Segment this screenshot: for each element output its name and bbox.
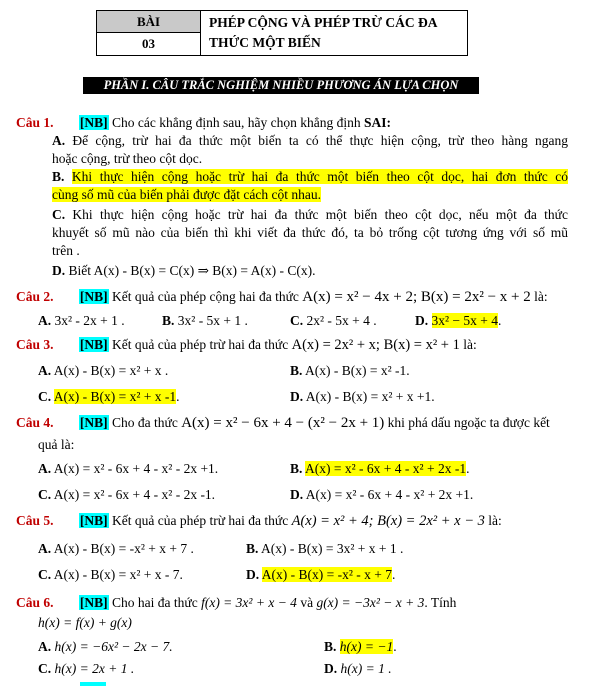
question-5-stem: Câu 5. [NB] Kết quả của phép trừ hai đa thức A(x) = x² + 4; B(x) = 2x² + x − 3 là: <box>16 513 502 529</box>
question-6-option-a: A. h(x) = −6x² − 2x − 7. <box>38 639 173 654</box>
question-6-option-c: C. h(x) = 2x + 1 . <box>38 661 135 676</box>
question-1-label: Câu 1. <box>16 115 54 130</box>
question-5-label: Câu 5. <box>16 513 54 528</box>
lesson-title <box>209 13 464 53</box>
question-2-option-a: A. 3x² - 2x + 1 . <box>38 313 125 328</box>
lesson-title-line1: PHÉP CỘNG VÀ PHÉP TRỪ CÁC ĐA <box>209 15 438 30</box>
nb-tag: [NB] <box>79 289 108 304</box>
lesson-header-table <box>96 10 468 56</box>
question-5-option-a: A. A(x) - B(x) = -x² + x + 7 . <box>38 541 194 556</box>
nb-tag: [NB] <box>79 415 108 430</box>
question-1-option-a-cont: hoặc cộng, trừ theo cột dọc. <box>52 151 203 166</box>
nb-tag: [NB] <box>79 115 108 130</box>
question-6-option-b: B. h(x) = −1. <box>324 639 397 654</box>
lesson-number: 03 <box>97 33 201 55</box>
question-1-option-a: A. Để cộng, trừ hai đa thức một biến ta có thể thực hiện cộng, trừ theo hàng ngang <box>52 133 568 148</box>
question-5-option-d: D. A(x) - B(x) = -x² - x + 7. <box>246 567 396 582</box>
question-6-stem: Câu 6. [NB] Cho hai đa thức f(x) = 3x² + x − 4 và g(x) = −3x² − x + 3. Tính <box>16 595 457 610</box>
question-1-option-c-cont: khuyết số mũ nào của biến thì khi viết đa thức đó, ta bỏ trống cột tương ứng với số mũ <box>52 225 568 240</box>
question-3-option-c: C. A(x) - B(x) = x² + x -1. <box>38 389 180 404</box>
question-4-option-a: A. A(x) = x² - 6x + 4 - x² - 2x +1. <box>38 461 219 476</box>
question-1-option-c: C. Khi thực hiện cộng hoặc trừ hai đa thức một biến theo cột dọc, nếu một đa thức <box>52 207 568 222</box>
part-title: PHẦN I. CÂU TRẮC NGHIỆM NHIỀU PHƯƠNG ÁN LỰA CHỌN <box>83 77 479 94</box>
question-4-label: Câu 4. <box>16 415 54 430</box>
question-3-label: Câu 3. <box>16 337 54 352</box>
nb-tag: [NB] <box>79 595 108 610</box>
question-4-stem: Câu 4. [NB] Cho đa thức A(x) = x² − 6x + 4 − (x² − 2x + 1) khi phá dấu ngoặc ta được kết <box>16 415 550 431</box>
lesson-title-line2: THỨC MỘT BIẾN <box>209 35 321 50</box>
question-1-option-d: D. Biết A(x) - B(x) = C(x) ⇒ B(x) = A(x) - C(x). <box>52 263 316 278</box>
question-6-label: Câu 6. <box>16 595 54 610</box>
nb-tag: [NB] <box>79 337 108 352</box>
question-1-option-b-cont: cùng số mũ của biến phải được đặt cách cột nhau. <box>52 187 321 202</box>
question-1-option-b: B. Khi thực hiện cộng hoặc trừ hai đa thức một biến theo cột dọc, hai đơn thức có <box>52 169 569 184</box>
question-3-stem: Câu 3. [NB] Kết quả của phép trừ hai đa thức A(x) = 2x² + x; B(x) = x² + 1 là: <box>16 337 477 353</box>
question-2-option-d: D. 3x² − 5x + 4. <box>415 313 502 328</box>
nb-tag: [NB] <box>79 513 108 528</box>
question-2-stem: Câu 2. [NB] Kết quả của phép cộng hai đa thức A(x) = x² − 4x + 2; B(x) = 2x² − x + 2 là: <box>16 289 548 305</box>
question-3-option-d: D. A(x) - B(x) = x² + x +1. <box>290 389 435 404</box>
question-5-option-c: C. A(x) - B(x) = x² + x - 7. <box>38 567 183 582</box>
lesson-label: BÀI <box>97 11 201 33</box>
question-3-option-b: B. A(x) - B(x) = x² -1. <box>290 363 410 378</box>
question-1-stem: Câu 1. [NB] Cho các khẳng định sau, hãy chọn khẳng định SAI: <box>16 115 391 130</box>
question-4-option-c: C. A(x) = x² - 6x + 4 - x² - 2x -1. <box>38 487 216 502</box>
question-2-label: Câu 2. <box>16 289 54 304</box>
question-2-option-c: C. 2x² - 5x + 4 . <box>290 313 377 328</box>
question-3-option-a: A. A(x) - B(x) = x² + x . <box>38 363 169 378</box>
question-5-option-b: B. A(x) - B(x) = 3x² + x + 1 . <box>246 541 404 556</box>
question-4-stem-cont: quả là: <box>38 437 75 452</box>
question-6-option-d: D. h(x) = 1 . <box>324 661 392 676</box>
question-2-option-b: B. 3x² - 5x + 1 . <box>162 313 248 328</box>
question-4-option-b: B. A(x) = x² - 6x + 4 - x² + 2x -1. <box>290 461 470 476</box>
next-question-highlight-fragment <box>80 682 106 686</box>
question-6-stem-cont: h(x) = f(x) + g(x) <box>38 615 132 630</box>
question-4-option-d: D. A(x) = x² - 6x + 4 - x² + 2x +1. <box>290 487 474 502</box>
question-1-option-c-cont2: trên . <box>52 243 80 258</box>
